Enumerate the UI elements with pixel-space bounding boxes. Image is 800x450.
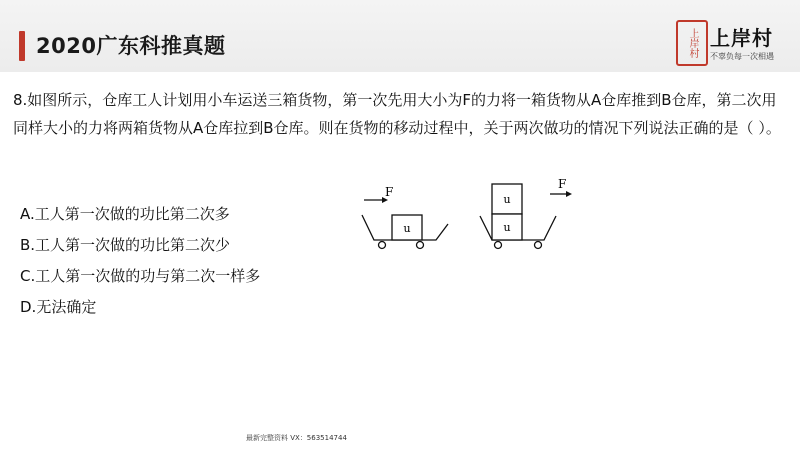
- logo-seal-text: 上岸村: [687, 28, 698, 58]
- page-title: 2020广东科推真题: [36, 34, 226, 58]
- left-force-label: F: [385, 185, 394, 199]
- header-accent-bar: [19, 31, 25, 61]
- answer-options: [20, 199, 260, 323]
- logo-seal: [676, 20, 708, 66]
- brand-logo: [676, 20, 794, 68]
- option-a[interactable]: A.工人第一次做的功比第二次多: [20, 205, 230, 223]
- right-box-bottom-label: u: [503, 221, 511, 234]
- option-d[interactable]: D.无法确定: [20, 298, 97, 316]
- footer-note: 最新完整资料 VX：563514744: [246, 434, 347, 442]
- cart-diagram: [352, 170, 582, 260]
- header-banner: [0, 0, 800, 72]
- right-force-arrow: [550, 191, 572, 197]
- logo-slogan: 不辜负每一次相遇: [710, 52, 774, 61]
- option-b[interactable]: B.工人第一次做的功比第二次少: [20, 236, 231, 254]
- left-cart-wheel-left: [379, 242, 386, 249]
- left-box-label: u: [403, 222, 411, 235]
- question-text: 8.如图所示，仓库工人计划用小车运送三箱货物，第一次先用大小为F的力将一箱货物从A仓库推到B仓库，第二次用同样大小的力将两箱货物从A仓库拉到B仓库。则在货物的移动过程中，关于两次做功的情况下列说法正确的是（ ）。: [13, 91, 781, 137]
- right-cart-wheel-left: [495, 242, 502, 249]
- option-c[interactable]: C.工人第一次做的功与第二次一样多: [20, 267, 261, 285]
- right-cart-wheel-right: [535, 242, 542, 249]
- right-force-label: F: [558, 177, 567, 191]
- right-cart: [480, 184, 556, 249]
- logo-name: 上岸村: [710, 26, 773, 50]
- left-cart-wheel-right: [417, 242, 424, 249]
- right-box-top-label: u: [503, 193, 511, 206]
